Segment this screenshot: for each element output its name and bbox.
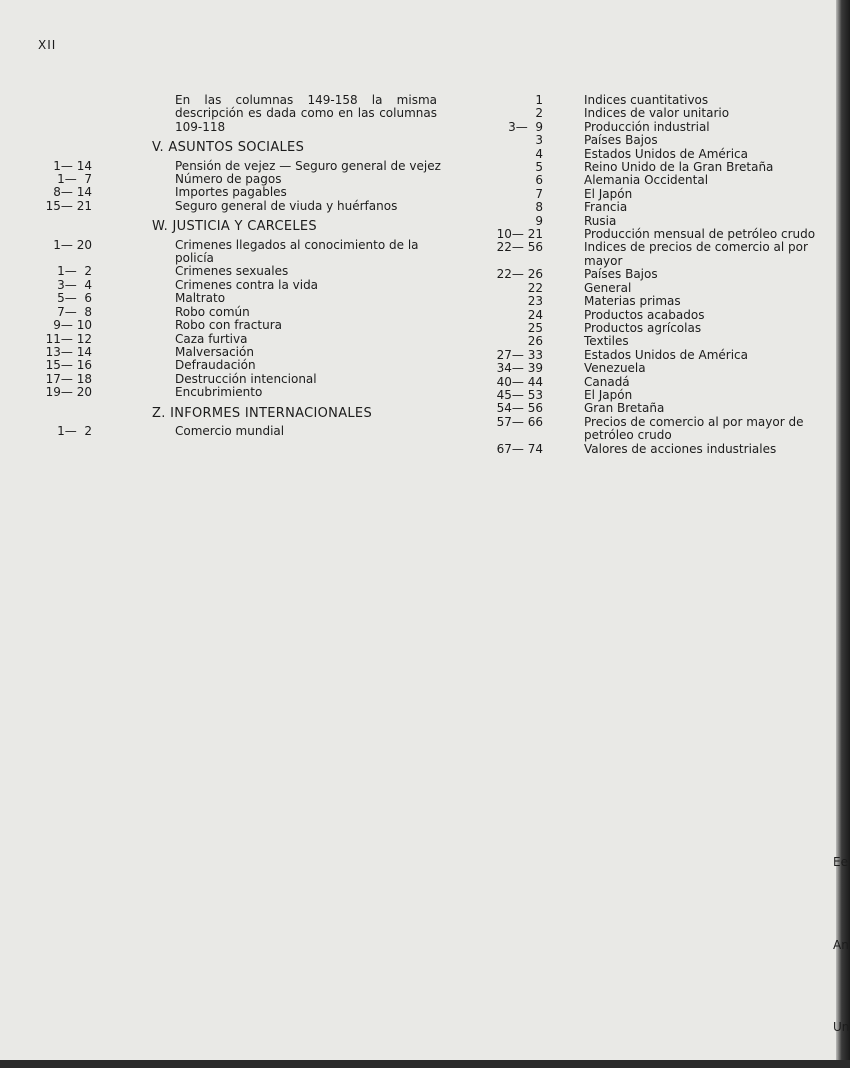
entry-description: Indices cuantitativos <box>584 93 709 107</box>
entry-description: Productos agrícolas <box>584 320 702 335</box>
column-range: 1— 2 <box>57 264 92 279</box>
column-range: 10— 21 <box>496 227 543 242</box>
index-entry <box>30 373 450 386</box>
column-range: 26 <box>527 334 543 349</box>
column-range: 3— 9 <box>508 119 543 134</box>
column-range: 8 <box>535 200 543 215</box>
entry-description: Crimenes contra la vida <box>175 277 319 292</box>
edge-fragment: Un <box>833 1020 850 1034</box>
index-entry <box>30 346 450 359</box>
page-bottom-edge <box>0 1060 850 1068</box>
edge-fragment: An <box>833 938 849 952</box>
index-entry <box>30 333 450 346</box>
intro-note: En las columnas 149-158 la misma descripción es dada como en las columnas 109-118 <box>175 93 437 134</box>
entry-description: Reino Unido de la Gran Bretaña <box>584 160 774 175</box>
column-range: 9 <box>535 213 543 228</box>
index-entry <box>460 134 840 147</box>
entry-description: Estados Unidos de América <box>584 347 748 362</box>
entry-description: Pensión de vejez — Seguro general de vejez <box>175 158 441 173</box>
index-entry <box>460 416 840 443</box>
index-entry <box>460 362 840 375</box>
column-range: 2 <box>535 106 543 121</box>
right-column <box>460 94 840 456</box>
index-entry <box>30 173 450 186</box>
index-entry <box>30 239 450 266</box>
entry-description: Gran Bretaña <box>584 401 665 416</box>
entry-description: Maltrato <box>175 291 226 306</box>
index-entry <box>30 200 450 213</box>
column-range: 11— 12 <box>45 331 92 346</box>
column-range: 1— 2 <box>57 423 92 438</box>
entry-description: El Japón <box>584 387 633 402</box>
index-entry <box>460 94 840 107</box>
entry-description: Alemania Occidental <box>584 173 709 188</box>
column-range: 23 <box>527 294 543 309</box>
entry-description: Países Bajos <box>584 133 658 148</box>
column-range: 34— 39 <box>496 361 543 376</box>
entry-description: Producción mensual de petróleo crudo <box>584 227 816 242</box>
index-entry <box>460 309 840 322</box>
column-range: 5— 6 <box>57 291 92 306</box>
entry-description: Materias primas <box>584 294 681 309</box>
column-range: 27— 33 <box>496 347 543 362</box>
entry-description: Estados Unidos de América <box>584 146 748 161</box>
column-range: 4 <box>535 146 543 161</box>
entry-description: Producción industrial <box>584 119 710 134</box>
index-entry <box>30 292 450 305</box>
entry-description: Encubrimiento <box>175 385 263 400</box>
index-entry <box>460 215 840 228</box>
entry-description: Caza furtiva <box>175 331 248 346</box>
index-entry <box>460 282 840 295</box>
column-range: 19— 20 <box>45 385 92 400</box>
section-heading: W. JUSTICIA Y CARCELES <box>152 219 317 235</box>
column-range: 3 <box>535 133 543 148</box>
column-range: 13— 14 <box>45 344 92 359</box>
column-range: 22— 56 <box>496 240 543 255</box>
column-range: 15— 16 <box>45 358 92 373</box>
index-entry <box>30 319 450 332</box>
entry-description: Valores de acciones industriales <box>584 441 777 456</box>
entry-description: Países Bajos <box>584 267 658 282</box>
entry-description: Seguro general de viuda y huérfanos <box>175 198 398 213</box>
column-range: 17— 18 <box>45 371 92 386</box>
index-entry <box>460 174 840 187</box>
column-range: 7 <box>535 186 543 201</box>
page-number: XII <box>38 38 57 52</box>
index-entry <box>460 349 840 362</box>
section-heading: V. ASUNTOS SOCIALES <box>152 140 305 156</box>
column-range: 24 <box>527 307 543 322</box>
index-entry <box>460 443 840 456</box>
column-range: 54— 56 <box>496 401 543 416</box>
index-entry <box>30 265 450 278</box>
index-entry <box>30 160 450 173</box>
index-entry <box>30 186 450 199</box>
column-range: 22— 26 <box>496 267 543 282</box>
index-entry <box>30 306 450 319</box>
entry-description: Productos acabados <box>584 307 705 322</box>
entry-description: Indices de valor unitario <box>584 106 730 121</box>
index-entry <box>460 389 840 402</box>
entry-description: Crimenes llegados al conocimiento de la policía <box>175 237 419 266</box>
entry-description: Comercio mundial <box>175 423 285 438</box>
index-entry <box>30 359 450 372</box>
index-entry <box>460 268 840 281</box>
index-entry <box>460 107 840 120</box>
entry-description: Precios de comercio al por mayor de petróleo crudo <box>584 414 804 443</box>
column-range: 7— 8 <box>57 304 92 319</box>
entry-description: Malversación <box>175 344 254 359</box>
entry-description: Textiles <box>584 334 629 349</box>
index-entry <box>30 279 450 292</box>
page-edge <box>836 0 850 1068</box>
index-entry <box>460 201 840 214</box>
column-range: 57— 66 <box>496 414 543 429</box>
entry-description: Defraudación <box>175 358 256 373</box>
index-entry <box>30 425 450 438</box>
entry-description: Destrucción intencional <box>175 371 317 386</box>
column-range: 22 <box>527 280 543 295</box>
index-entry <box>460 376 840 389</box>
entry-description: El Japón <box>584 186 633 201</box>
entry-description: Rusia <box>584 213 617 228</box>
entry-description: Canadá <box>584 374 630 389</box>
column-range: 1— 20 <box>53 237 92 252</box>
column-range: 5 <box>535 160 543 175</box>
index-entry <box>460 148 840 161</box>
left-column <box>30 94 450 438</box>
entry-description: Francia <box>584 200 628 215</box>
index-entry <box>460 121 840 134</box>
entry-description: Robo con fractura <box>175 318 282 333</box>
column-range: 1 <box>535 93 543 107</box>
index-entry <box>460 322 840 335</box>
index-entry <box>30 386 450 399</box>
index-entry <box>460 161 840 174</box>
column-range: 67— 74 <box>496 441 543 456</box>
edge-fragment: Ee <box>833 855 848 869</box>
entry-description: Venezuela <box>584 361 646 376</box>
column-range: 1— 7 <box>57 172 92 187</box>
column-range: 25 <box>527 320 543 335</box>
index-entry <box>460 241 840 268</box>
column-range: 6 <box>535 173 543 188</box>
index-entry <box>460 188 840 201</box>
entry-description: Crimenes sexuales <box>175 264 289 279</box>
column-range: 1— 14 <box>53 158 92 173</box>
entry-description: Robo común <box>175 304 250 319</box>
section-heading: Z. INFORMES INTERNACIONALES <box>152 405 372 421</box>
entry-description: General <box>584 280 632 295</box>
column-range: 45— 53 <box>496 387 543 402</box>
column-range: 15— 21 <box>45 198 92 213</box>
index-entry <box>460 335 840 348</box>
index-entry <box>460 402 840 415</box>
entry-description: Importes pagables <box>175 185 287 200</box>
entry-description: Indices de precios de comercio al por mayor <box>584 240 808 268</box>
column-range: 9— 10 <box>53 318 92 333</box>
column-range: 40— 44 <box>496 374 543 389</box>
column-range: 8— 14 <box>53 185 92 200</box>
entry-description: Número de pagos <box>175 172 282 187</box>
index-entry <box>460 295 840 308</box>
index-entry <box>460 228 840 241</box>
column-range: 3— 4 <box>57 277 92 292</box>
